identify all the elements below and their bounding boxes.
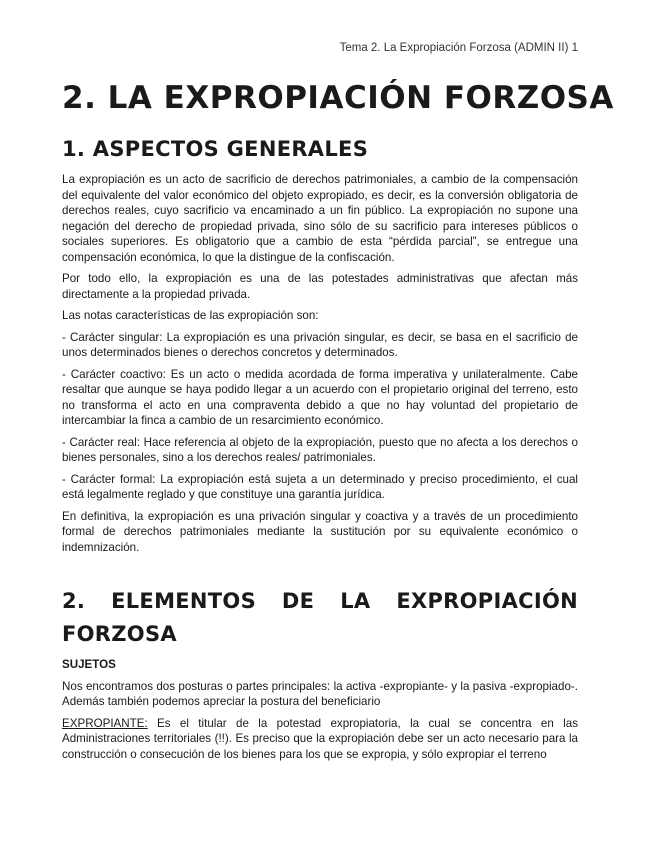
paragraph: Por todo ello, la expropiación es una de las potestades administrativas que afectan más directamente a la propiedad privada.	[62, 272, 578, 301]
paragraph: Las notas características de las expropiación son:	[62, 309, 319, 322]
section-heading-line: FORZOSA	[62, 622, 177, 646]
list-item-caracter-coactivo: - Carácter coactivo: Es un acto o medida acordada de forma imperativa y unilateralmente. Cabe resaltar que aunque se haya podido llegar a un acuerdo con el propietario original del terreno, esto no transforma el acto en una compraventa debido a que no hay voluntad del propietario de intercambiar la finca a cambio de un resarcimiento económico.	[62, 367, 578, 427]
subheading-sujetos: SUJETOS	[62, 658, 116, 671]
document-title: 2. LA EXPROPIACIÓN FORZOSA	[62, 80, 614, 116]
section-heading-elementos	[62, 585, 578, 651]
paragraph: Nos encontramos dos posturas o partes principales: la activa -expropiante- y la pasiva -expropiado-. Además también podemos apreciar la postura del beneficiario	[62, 679, 578, 708]
document-body	[62, 172, 578, 768]
page-header: Tema 2. La Expropiación Forzosa (ADMIN II) 1	[339, 42, 578, 54]
term-expropiante: EXPROPIANTE:	[62, 716, 148, 730]
list-item-caracter-formal: - Carácter formal: La expropiación está sujeta a un determinado y preciso procedimiento, el cual está legalmente reglado y que constituye una garantía jurídica.	[62, 472, 578, 501]
paragraph: La expropiación es un acto de sacrificio de derechos patrimoniales, a cambio de la compensación del equivalente del valor económico del objeto expropiado, es decir, es la conversión obligatoria de derechos reales, cuyo sacrificio va encaminado a un fin público. La expropiación no supone una negación del derecho de propiedad privada, sino sólo de su sacrificio para intereses públicos o sociales superiores. Es obligatorio que a cambio de esta “pérdida parcial”, se entregue una compensación económica, lo que la distingue de la confiscación.	[62, 173, 578, 264]
section-heading-line: 2. ELEMENTOS DE LA EXPROPIACIÓN	[62, 589, 578, 613]
list-item-caracter-singular: - Carácter singular: La expropiación es una privación singular, es decir, se basa en el sacrificio de unos determinados bienes o derechos concretos y determinados.	[62, 330, 578, 359]
paragraph-expropiante	[62, 716, 578, 763]
paragraph: En definitiva, la expropiación es una privación singular y coactiva y a través de un procedimiento formal de derechos patrimoniales mediante la sustitución por su equivalente económico o indemnización.	[62, 509, 578, 554]
paragraph-text: Es el titular de la potestad expropiatoria, la cual se concentra en las Administraciones territoriales (!!). Es preciso que la expropiación debe ser un acto necesario para la construcción o consecución de los bienes para los que se expropia, y sólo expropiar el terreno	[62, 716, 578, 761]
list-item-caracter-real: - Carácter real: Hace referencia al objeto de la expropiación, puesto que no afecta a los derechos o bienes personales, sino a los derechos reales/ patrimoniales.	[62, 435, 578, 464]
section-heading-aspectos-generales: 1. ASPECTOS GENERALES	[62, 137, 369, 161]
